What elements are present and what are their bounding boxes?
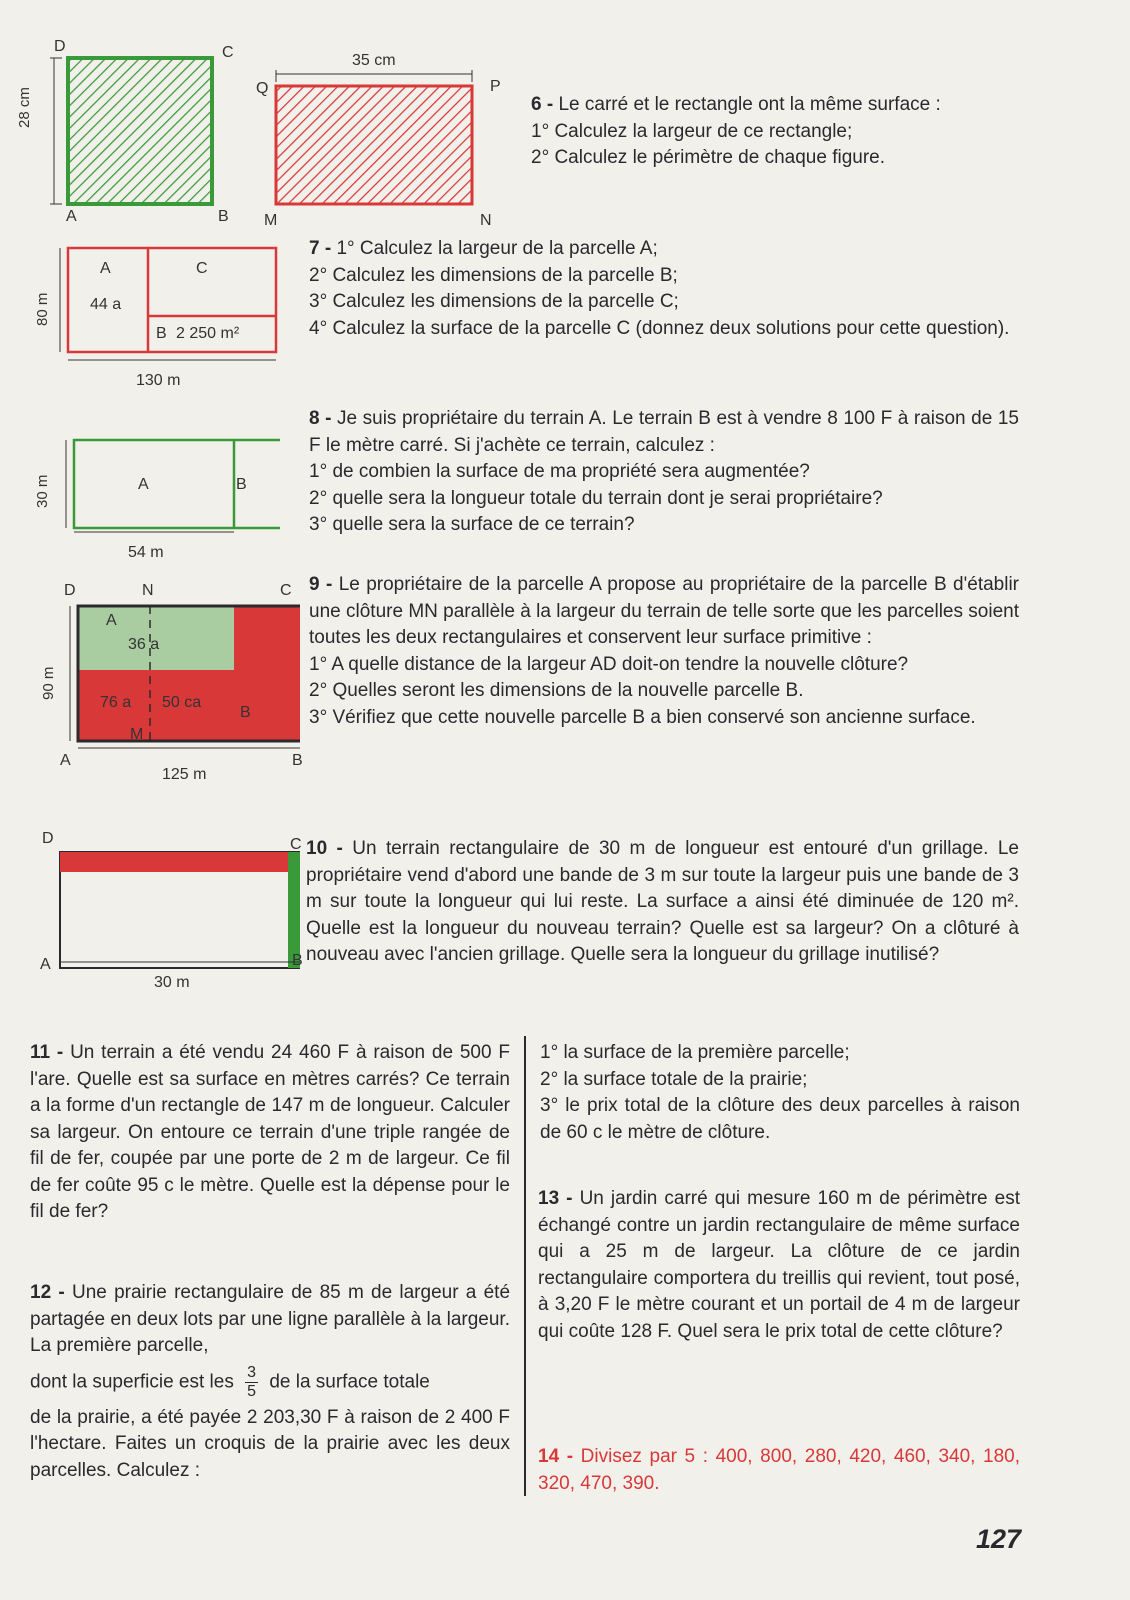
f6-label-p: P bbox=[490, 78, 501, 95]
fraction-numerator: 3 bbox=[247, 1363, 257, 1381]
exercise-9 bbox=[309, 572, 1019, 731]
f6-label-c: C bbox=[222, 44, 234, 61]
exercise-14 bbox=[538, 1444, 1020, 1497]
f8-height-label: 30 m bbox=[34, 474, 51, 508]
exercise-8-number: 8 - bbox=[309, 408, 332, 429]
f8-label-b: B bbox=[236, 476, 247, 493]
f9-label-n: N bbox=[142, 582, 154, 599]
exercise-12-number: 12 - bbox=[30, 1282, 65, 1303]
exercise-13 bbox=[538, 1186, 1020, 1345]
f7-height-label: 80 m bbox=[34, 292, 51, 326]
f10-width-label: 30 m bbox=[154, 974, 190, 991]
f6-length-label: 35 cm bbox=[352, 52, 396, 69]
f10-label-c: C bbox=[290, 836, 302, 853]
exercise-6-q1: 1° Calculez la largeur de ce rectangle; bbox=[531, 120, 853, 142]
figure-7 bbox=[20, 238, 280, 368]
exercise-12-q2: 2° la surface totale de la prairie; bbox=[540, 1068, 808, 1090]
exercise-9-q3: 3° Vérifiez que cette nouvelle parcelle B a bien conservé son ancienne surface. bbox=[309, 706, 976, 728]
f9-parcel-a-label: A bbox=[106, 612, 117, 629]
exercise-9-q2: 2° Quelles seront les dimensions de la nouvelle parcelle B. bbox=[309, 680, 804, 701]
exercise-6-number: 6 - bbox=[531, 94, 554, 115]
exercise-13-text: Un jardin carré qui mesure 160 m de périmètre est échangé contre un jardin rectangulaire de même surface qui a 25 m de largeur. La clôture de ce jardin rectangulaire comportera du treillis qui revient, tout posé, à 3,20 F le mètre courant et un portail de 4 m de largeur qui coûte 128 F. Quel sera le prix total de cette clôture? bbox=[538, 1188, 1020, 1342]
f6-label-a: A bbox=[66, 208, 77, 225]
f9-label-c: C bbox=[280, 582, 292, 599]
figure-6 bbox=[20, 30, 520, 240]
exercise-12-q1: 1° la surface de la première parcelle; bbox=[540, 1042, 850, 1063]
exercise-9-q1: 1° A quelle distance de la largeur AD doit-on tendre la nouvelle clôture? bbox=[309, 653, 909, 675]
exercise-12-q3: 3° le prix total de la clôture des deux parcelles à raison de 60 c le mètre de clôture. bbox=[540, 1095, 1020, 1143]
f6-label-q: Q bbox=[256, 80, 269, 97]
exercise-8 bbox=[309, 406, 1019, 539]
f7-width-label: 130 m bbox=[136, 372, 181, 389]
exercise-14-number: 14 - bbox=[538, 1446, 574, 1467]
exercise-10-text: Un terrain rectangulaire de 30 m de longueur est entouré d'un grillage. Le propriétaire vend d'abord une bande de 3 m sur toute la largeur puis une bande de 3 m sur toute la longueur qui lui reste. La surface a ainsi été diminuée de 120 m². Quelle est la longueur du nouveau terrain? Quelle est sa largeur? On a clôturé à nouveau avec l'ancien grillage. Quelle sera la longueur du grillage inutilisé? bbox=[306, 838, 1019, 965]
exercise-11 bbox=[30, 1040, 510, 1226]
f6-label-d: D bbox=[54, 38, 66, 55]
exercise-11-text: Un terrain a été vendu 24 460 F à raison de 500 F l'are. Quelle est sa surface en mètres carrés? Ce terrain a la forme d'un rectangle de 147 m de longueur. Calculer sa largeur. On entoure ce terrain d'une triple rangée de fil de fer, coupée par une porte de 2 m de largeur. Ce fil de fer coûte 95 c le mètre. Quelle est la dépense pour le fil de fer? bbox=[30, 1042, 510, 1222]
exercise-13-number: 13 - bbox=[538, 1188, 573, 1209]
exercise-8-q3: 3° quelle sera la surface de ce terrain? bbox=[309, 514, 635, 535]
square-hatched bbox=[68, 58, 212, 204]
exercise-10-number: 10 - bbox=[306, 838, 343, 859]
f6-label-b: B bbox=[218, 208, 229, 225]
fraction-denominator: 5 bbox=[247, 1382, 257, 1400]
f10-label-a: A bbox=[40, 956, 51, 973]
exercise-7-q4: 4° Calculez la surface de la parcelle C (donnez deux solutions pour cette question). bbox=[309, 317, 1010, 339]
f9-label-b: B bbox=[292, 752, 303, 769]
exercise-7-q1: 1° Calculez la largeur de la parcelle A; bbox=[336, 238, 658, 259]
exercise-7-number: 7 - bbox=[309, 238, 332, 259]
f9-label-a: A bbox=[60, 752, 71, 769]
f6-label-n: N bbox=[480, 212, 492, 229]
f10-label-b: B bbox=[292, 952, 303, 969]
exercise-8-text: Je suis propriétaire du terrain A. Le terrain B est à vendre 8 100 F à raison de 15 F le mètre carré. Si j'achète ce terrain, calculez : bbox=[309, 408, 1019, 456]
f10-label-d: D bbox=[42, 830, 54, 847]
exercise-8-q2: 2° quelle sera la longueur totale du terrain dont je serai propriétaire? bbox=[309, 487, 883, 509]
exercise-9-number: 9 - bbox=[309, 574, 333, 595]
f9-area-a: 36 a bbox=[128, 636, 160, 653]
f6-side-label: 28 cm bbox=[16, 87, 33, 128]
f7-area-a: 44 a bbox=[90, 296, 122, 313]
rectangle-hatched bbox=[276, 86, 472, 204]
exercise-12-fraction-line bbox=[30, 1364, 510, 1401]
exercise-7-q2: 2° Calculez les dimensions de la parcelle B; bbox=[309, 264, 678, 286]
f8-label-a: A bbox=[138, 476, 149, 493]
exercise-10 bbox=[306, 836, 1019, 969]
exercise-14-label: Divisez par 5 : bbox=[580, 1446, 708, 1467]
f9-area-b1: 76 a bbox=[100, 694, 132, 711]
exercise-9-text: Le propriétaire de la parcelle A propose au propriétaire de la parcelle B d'établir une clôture MN parallèle à la largeur du terrain de telle sorte que les parcelles soient toutes les deux rectangulaires et conservent leur surface primitive : bbox=[309, 574, 1019, 648]
f9-area-b2: 50 ca bbox=[162, 694, 202, 711]
exercise-14-values: 400, 800, 280, 420, 460, 340, 180, 320, 470, 390. bbox=[538, 1446, 1021, 1494]
f9-parcel-b-label: B bbox=[240, 704, 251, 721]
exercise-6 bbox=[531, 92, 1019, 172]
exercise-12-questions bbox=[540, 1040, 1020, 1146]
figure-10 bbox=[20, 840, 300, 970]
exercise-6-q2: 2° Calculez le périmètre de chaque figure. bbox=[531, 147, 886, 168]
f7-label-a: A bbox=[100, 260, 111, 277]
exercise-7 bbox=[309, 236, 1019, 342]
f9-label-d: D bbox=[64, 582, 76, 599]
f7-label-b: B bbox=[156, 325, 167, 342]
figure-9 bbox=[20, 590, 300, 760]
f7-label-c: C bbox=[196, 260, 208, 277]
f8-width-label: 54 m bbox=[128, 544, 164, 561]
exercise-7-q3: 3° Calculez les dimensions de la parcelle C; bbox=[309, 291, 679, 312]
exercise-11-number: 11 - bbox=[30, 1042, 64, 1063]
exercise-8-q1: 1° de combien la surface de ma propriété sera augmentée? bbox=[309, 461, 810, 482]
f9-width-label: 125 m bbox=[162, 766, 207, 783]
f7-area-b: 2 250 m² bbox=[176, 325, 240, 342]
page-number: 127 bbox=[976, 1524, 1022, 1554]
exercise-6-text: Le carré et le rectangle ont la même surface : bbox=[558, 94, 941, 115]
exercise-12 bbox=[30, 1280, 510, 1484]
column-divider bbox=[524, 1036, 526, 1496]
exercise-12-text-d: de la prairie, a été payée 2 203,30 F à raison de 2 400 F l'hectare. Faites un croquis de la prairie avec les deux parcelles. Calculez : bbox=[30, 1406, 510, 1481]
f6-label-m: M bbox=[264, 212, 278, 229]
exercise-12-text-c: de la surface totale bbox=[269, 1371, 430, 1393]
exercise-12-text-b: dont la superficie est les bbox=[30, 1371, 234, 1393]
exercise-12-text-a: Une prairie rectangulaire de 85 m de largeur a été partagée en deux lots par une ligne parallèle à la largeur. La première parcelle, bbox=[30, 1282, 511, 1356]
fraction-three-fifths bbox=[245, 1364, 258, 1401]
f9-label-m: M bbox=[130, 726, 144, 743]
f9-height-label: 90 m bbox=[40, 666, 57, 700]
